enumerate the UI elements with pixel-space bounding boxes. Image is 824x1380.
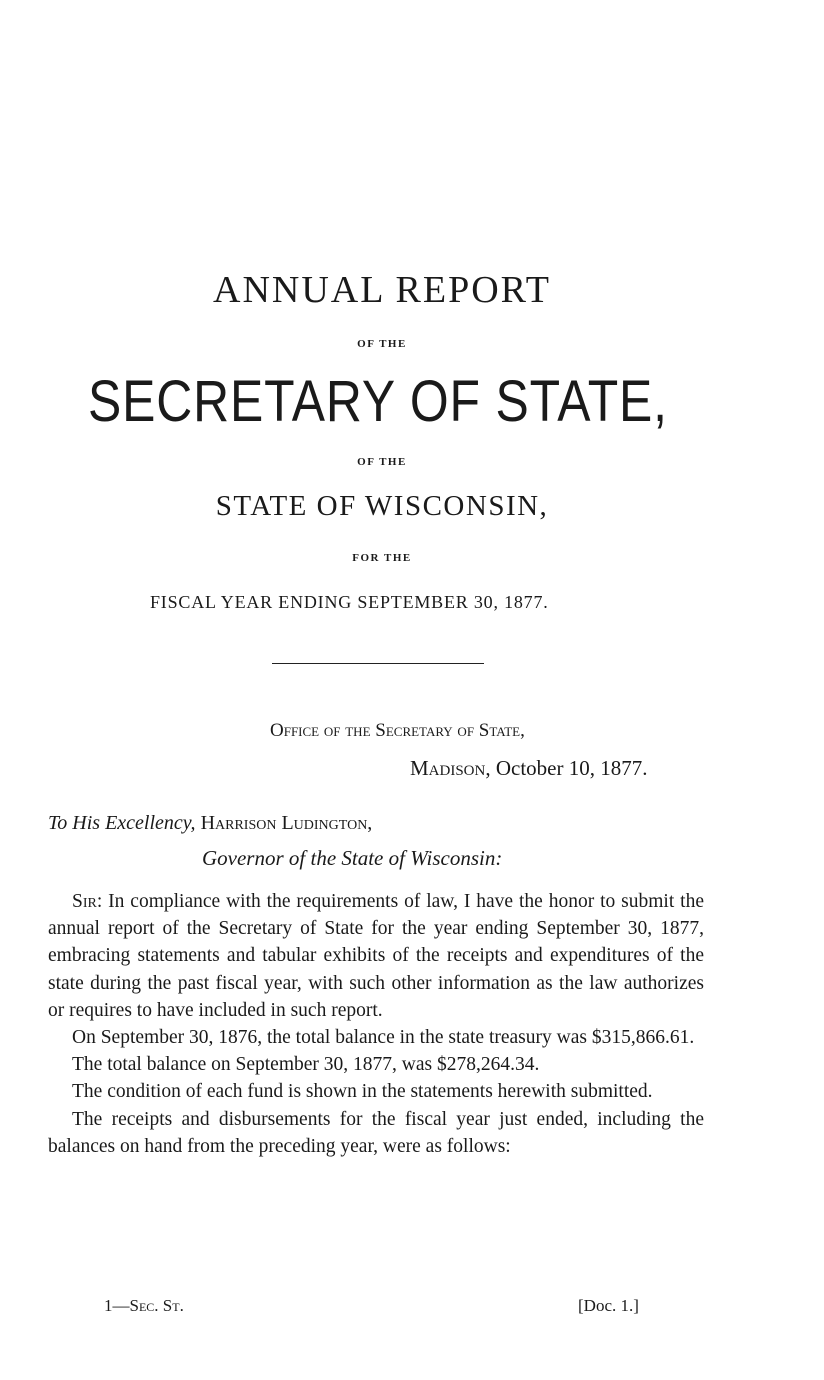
paragraph-3: The total balance on September 30, 1877, was $278,264.34. (72, 1054, 540, 1076)
addressee-title: Governor of the State of Wisconsin: (202, 846, 503, 870)
paragraph-1-text: In compliance with the requirements of law, I have the honor to submit the annual report of the Secretary of State for the year ending September 30, 1877, embracing statements and tabular exhibits of the receipts and expenditures of the state during the past fiscal year, with such other information as the law authorizes or requires to have included in such report. (48, 891, 704, 1021)
salutation: To His Excellency, (48, 812, 196, 834)
addressee-line (48, 812, 372, 835)
office-line: Office of the Secretary of State, (270, 720, 525, 741)
of-the-label-1: OF THE (357, 338, 407, 350)
secretary-of-state-heading: SECRETARY OF STATE, (88, 369, 668, 434)
of-the-label-2: OF THE (357, 456, 407, 468)
document-reference: [Doc. 1.] (578, 1296, 639, 1315)
state-heading: STATE OF WISCONSIN, (215, 490, 549, 522)
section-divider (272, 663, 484, 664)
paragraph-1 (48, 888, 704, 1024)
paragraph-4: The condition of each fund is shown in the statements herewith submitted. (72, 1081, 653, 1103)
fiscal-year-heading: FISCAL YEAR ENDING SEPTEMBER 30, 1877. (150, 592, 549, 612)
sir-lead: Sir: (72, 891, 103, 912)
letter-date: October 10, 1877. (490, 756, 648, 780)
paragraph-5: The receipts and disbursements for the fiscal year just ended, including the balances on hand from the preceding year, were as follows: (48, 1108, 704, 1157)
place-name: Madison, (410, 756, 491, 780)
signature-mark: 1—Sec. St. (104, 1296, 184, 1315)
date-line (410, 756, 647, 781)
for-the-label: FOR THE (352, 552, 412, 564)
report-title: ANNUAL REPORT (213, 269, 551, 311)
paragraph-2: On September 30, 1876, the total balance in the state treasury was $315,866.61. (72, 1027, 695, 1049)
letter-body (48, 888, 704, 1160)
addressee-name: Harrison Ludington, (195, 812, 373, 834)
